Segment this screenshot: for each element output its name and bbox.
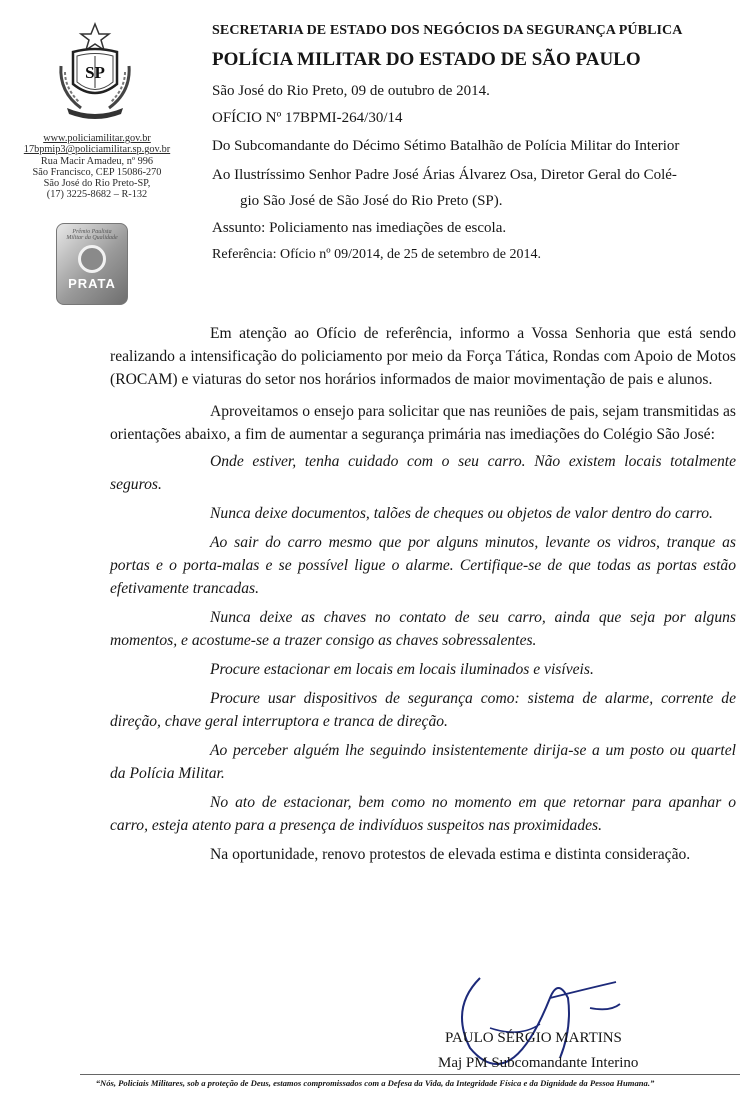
award-badge-label: PRATA bbox=[68, 276, 116, 291]
date-line: São José do Rio Preto, 09 de outubro de 2014. bbox=[212, 83, 490, 99]
tip-5: Procure estacionar em locais em locais iluminados e visíveis. bbox=[210, 661, 594, 678]
tip-2: Nunca deixe documentos, talões de cheques ou objetos de valor dentro do carro. bbox=[210, 505, 713, 522]
address-line-1: Rua Macir Amadeu, nº 996 bbox=[40, 155, 154, 167]
city-line: São José do Rio Preto-SP, bbox=[43, 178, 151, 190]
address-line-2: São Francisco, CEP 15086-270 bbox=[32, 166, 162, 178]
sender-line: Do Subcomandante do Décimo Sétimo Batalhão de Polícia Militar do Interior bbox=[212, 138, 680, 154]
phone-line: (17) 3225-8682 – R-132 bbox=[46, 189, 148, 201]
signatory-title: Maj PM Subcomandante Interino bbox=[438, 1055, 639, 1071]
tip-7: Ao perceber alguém lhe seguindo insistentemente dirija-se a um posto ou quartel da Polícia Militar. bbox=[110, 742, 736, 782]
state-seal-logo bbox=[55, 22, 135, 122]
quality-award-badge bbox=[56, 223, 128, 305]
closing-line: Na oportunidade, renovo protestos de elevada estima e distinta consideração. bbox=[210, 846, 691, 863]
recipient-line-1: Ao Ilustríssimo Senhor Padre José Árias Álvarez Osa, Diretor Geral do Colé- bbox=[212, 167, 677, 183]
footer-motto: “Nós, Policiais Militares, sob a proteção de Deus, estamos compromissados com a Defesa da Vida, da Integridade Física e da Dignidade da Pessoa Humana.” bbox=[95, 1078, 655, 1088]
tip-4: Nunca deixe as chaves no contato de seu carro, ainda que seja por alguns momentos, e acostume-se a trazer consigo as chaves sobressalentes. bbox=[110, 609, 736, 649]
recipient-line-2: gio São José de São José do Rio Preto (SP). bbox=[240, 193, 503, 209]
tip-6: Procure usar dispositivos de segurança como: sistema de alarme, corrente de direção, chave geral interruptora e tranca de direção. bbox=[110, 690, 736, 730]
website-link[interactable]: www.policiamilitar.gov.br bbox=[43, 133, 151, 144]
oficio-number: OFÍCIO Nº 17BPMI-264/30/14 bbox=[212, 110, 403, 126]
footer-rule bbox=[80, 1074, 740, 1075]
tip-8: No ato de estacionar, bem como no momento em que retornar para apanhar o carro, esteja atento para a presença de indivíduos suspeitos nas proximidades. bbox=[110, 794, 736, 834]
email-link[interactable]: 17bpmip3@policiamilitar.sp.gov.br bbox=[23, 144, 171, 156]
letter-body bbox=[110, 322, 736, 866]
subject-line: Assunto: Policiamento nas imediações de escola. bbox=[212, 220, 507, 236]
signatory-name: PAULO SÉRGIO MARTINS bbox=[445, 1030, 622, 1046]
award-q-icon bbox=[78, 245, 106, 273]
paragraph-1: Em atenção ao Ofício de referência, informo a Vossa Senhoria que está sendo realizando a intensificação do policiamento por meio da Força Tática, Rondas com Apoio de Motos (ROCAM) e viaturas do setor nos horários informados de maior movimentação de pais e alunos. bbox=[110, 325, 736, 388]
award-line-2: Militar da Qualidade bbox=[66, 235, 118, 241]
svg-text:SP: SP bbox=[85, 63, 105, 82]
award-line-1: Prêmio Paulista bbox=[72, 229, 112, 235]
header-policia-militar: POLÍCIA MILITAR DO ESTADO DE SÃO PAULO bbox=[212, 49, 641, 70]
tip-1: Onde estiver, tenha cuidado com o seu carro. Não existem locais totalmente seguros. bbox=[110, 453, 736, 493]
reference-line: Referência: Ofício nº 09/2014, de 25 de setembro de 2014. bbox=[212, 247, 541, 262]
paragraph-2: Aproveitamos o ensejo para solicitar que nas reuniões de pais, sejam transmitidas as orientações abaixo, a fim de aumentar a segurança primária nas imediações do Colégio São José: bbox=[110, 403, 736, 443]
contact-info bbox=[2, 133, 192, 201]
header-secretaria: SECRETARIA DE ESTADO DOS NEGÓCIOS DA SEGURANÇA PÚBLICA bbox=[212, 23, 683, 38]
tip-3: Ao sair do carro mesmo que por alguns minutos, levante os vidros, tranque as portas e o porta-malas e se possível ligue o alarme. Certifique-se de que todas as portas estão efetivamente trancadas. bbox=[110, 534, 736, 597]
